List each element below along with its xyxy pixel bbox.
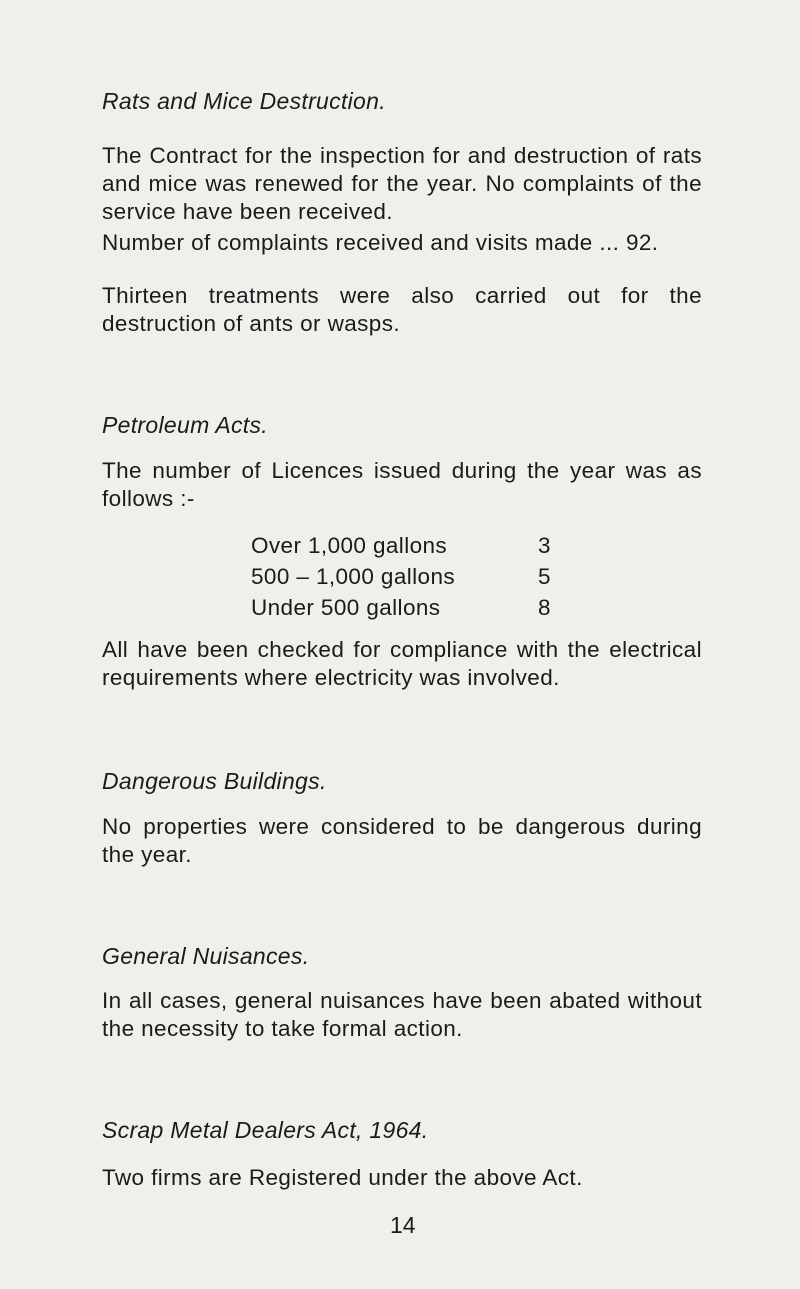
dangerous-buildings-paragraph: No properties were considered to be dangerous during the year. — [102, 814, 702, 867]
petroleum-note-paragraph: All have been checked for compliance with the electrical requirements where electricity was involved. — [102, 637, 702, 690]
dangerous-buildings-heading: Dangerous Buildings. — [102, 768, 327, 794]
rats-complaints-paragraph: Number of complaints received and visits made ... 92. — [102, 230, 659, 255]
general-nuisances-heading: General Nuisances. — [102, 943, 310, 969]
licence-row — [251, 530, 568, 561]
licence-table — [251, 530, 568, 623]
general-nuisances-paragraph: In all cases, general nuisances have been abated without the necessity to take formal action. — [102, 988, 702, 1041]
rats-mice-heading: Rats and Mice Destruction. — [102, 88, 386, 114]
petroleum-intro-paragraph: The number of Licences issued during the year was as follows :- — [102, 458, 702, 511]
petroleum-acts-heading: Petroleum Acts. — [102, 412, 268, 438]
licence-count: 3 — [538, 532, 551, 558]
licence-row — [251, 561, 568, 592]
scrap-metal-heading: Scrap Metal Dealers Act, 1964. — [102, 1117, 429, 1143]
licence-band: Over 1,000 gallons — [251, 532, 448, 558]
rats-treatments-paragraph: Thirteen treatments were also carried out for the destruction of ants or wasps. — [102, 283, 702, 336]
rats-contract-paragraph: The Contract for the inspection for and destruction of rats and mice was renewed for the year. No complaints of the service have been received. — [102, 143, 702, 224]
scrap-metal-paragraph: Two firms are Registered under the above Act. — [102, 1165, 583, 1190]
licence-row — [251, 592, 568, 623]
licence-count: 5 — [538, 563, 551, 589]
licence-band: Under 500 gallons — [251, 594, 441, 620]
licence-band: 500 – 1,000 gallons — [251, 563, 456, 589]
page-number: 14 — [390, 1212, 416, 1238]
licence-count: 8 — [538, 594, 551, 620]
